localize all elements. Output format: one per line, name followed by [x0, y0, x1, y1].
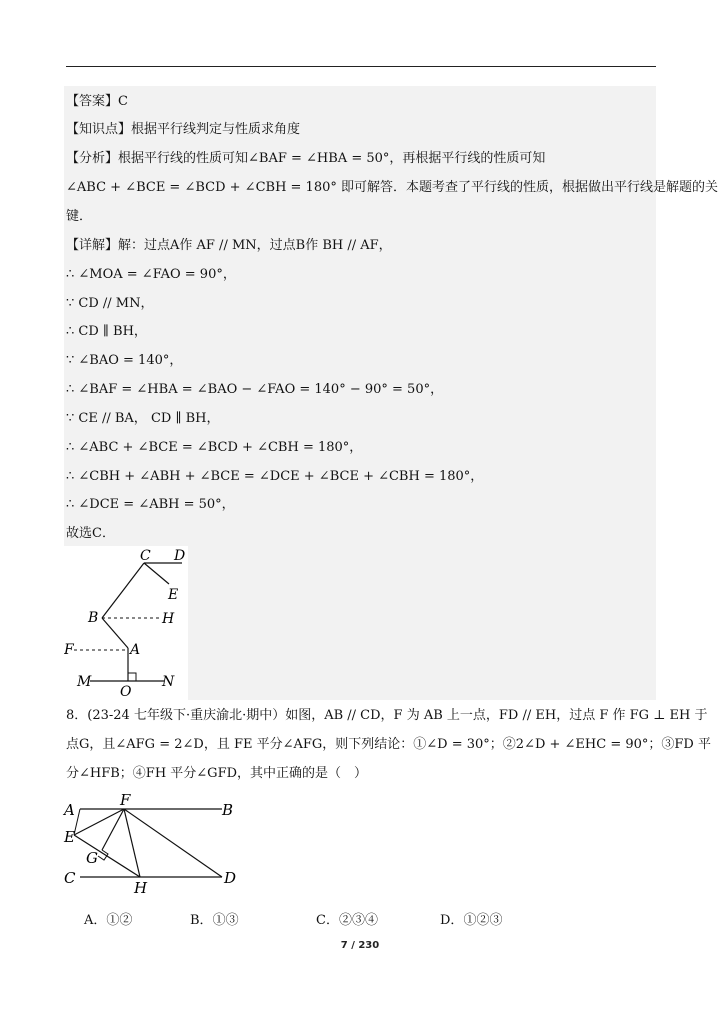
answer-geometry-figure: [64, 546, 188, 700]
option-letter: D．: [440, 913, 464, 928]
analysis-line-1: 【分析】根据平行线的性质可知∠BAF = ∠HBA = 50°，再根据平行线的性质可知: [66, 151, 546, 166]
analysis-line-3: 键．: [66, 209, 93, 224]
label-n: N: [162, 674, 175, 690]
label-c: C: [64, 869, 76, 887]
question-geometry-figure: [62, 790, 252, 898]
detail-line: ∴ ∠MOA = ∠FAO = 90°，: [66, 267, 236, 282]
label-h: H: [134, 879, 148, 897]
detail-line: 故选C．: [66, 526, 115, 541]
label-o: O: [120, 684, 132, 700]
question-line-3: 分∠HFB；④FH 平分∠GFD，其中正确的是（ ）: [66, 766, 368, 781]
analysis-line-2: ∠ABC + ∠BCE = ∠BCD + ∠CBH = 180° 即可解答．本题考查了平行线的性质，根据做出平行线是解题的关: [66, 180, 719, 195]
option-c[interactable]: [316, 909, 378, 928]
label-d: D: [224, 869, 237, 887]
label-f: F: [120, 791, 131, 809]
detail-line: ∵ CD // MN，: [66, 296, 154, 311]
option-text: ①②: [106, 913, 133, 928]
option-text: ②③④: [338, 913, 378, 928]
label-a: A: [130, 642, 141, 658]
label-d: D: [174, 548, 186, 564]
page-number: 7 / 230: [340, 940, 380, 951]
detail-line: ∴ CD ∥ BH，: [66, 324, 147, 339]
option-letter: A．: [84, 913, 107, 928]
option-letter: B．: [190, 913, 213, 928]
answer-line: 【答案】C: [66, 94, 128, 109]
label-g: G: [86, 849, 98, 867]
label-a: A: [64, 801, 75, 819]
detail-line: ∴ ∠CBH + ∠ABH + ∠BCE = ∠DCE + ∠BCE + ∠CBH = 180°，: [66, 469, 484, 484]
question-line-2: 点G，且∠AFG = 2∠D，且 FE 平分∠AFG，则下列结论：①∠D = 30°；②2∠D + ∠EHC = 90°；③FD 平: [66, 737, 711, 752]
label-h: H: [162, 611, 175, 627]
detail-line: ∵ ∠BAO = 140°，: [66, 353, 183, 368]
label-e: E: [168, 587, 179, 603]
option-d[interactable]: [440, 909, 502, 928]
segment-fd: [124, 809, 222, 877]
option-letter: C．: [316, 913, 339, 928]
knowledge-point-line: 【知识点】根据平行线判定与性质求角度: [66, 122, 301, 137]
header-rule: [66, 66, 656, 67]
detail-line: 【详解】解：过点A作 AF // MN，过点B作 BH // AF，: [66, 238, 392, 253]
label-c: C: [140, 548, 151, 564]
label-b: B: [222, 801, 234, 819]
label-m: M: [77, 674, 92, 690]
detail-line: ∴ ∠ABC + ∠BCE = ∠BCD + ∠CBH = 180°，: [66, 440, 363, 455]
detail-line: ∴ ∠DCE = ∠ABH = 50°，: [66, 497, 235, 512]
label-b: B: [88, 610, 99, 626]
option-a[interactable]: [84, 909, 132, 928]
question-line-1: 8．(23-24 七年级下·重庆渝北·期中）如图，AB // CD，F 为 AB 上一点，FD // EH，过点 F 作 FG ⊥ EH 于: [66, 708, 708, 723]
option-text: ①③: [212, 913, 239, 928]
detail-line: ∴ ∠BAF = ∠HBA = ∠BAO − ∠FAO = 140° − 90° = 50°，: [66, 382, 444, 397]
detail-line: ∵ CE // BA， CD ∥ BH，: [66, 411, 220, 426]
label-f: F: [64, 642, 74, 658]
option-b[interactable]: [190, 909, 239, 928]
option-text: ①②③: [463, 913, 503, 928]
label-e: E: [64, 828, 75, 846]
segment-fh: [124, 809, 140, 877]
